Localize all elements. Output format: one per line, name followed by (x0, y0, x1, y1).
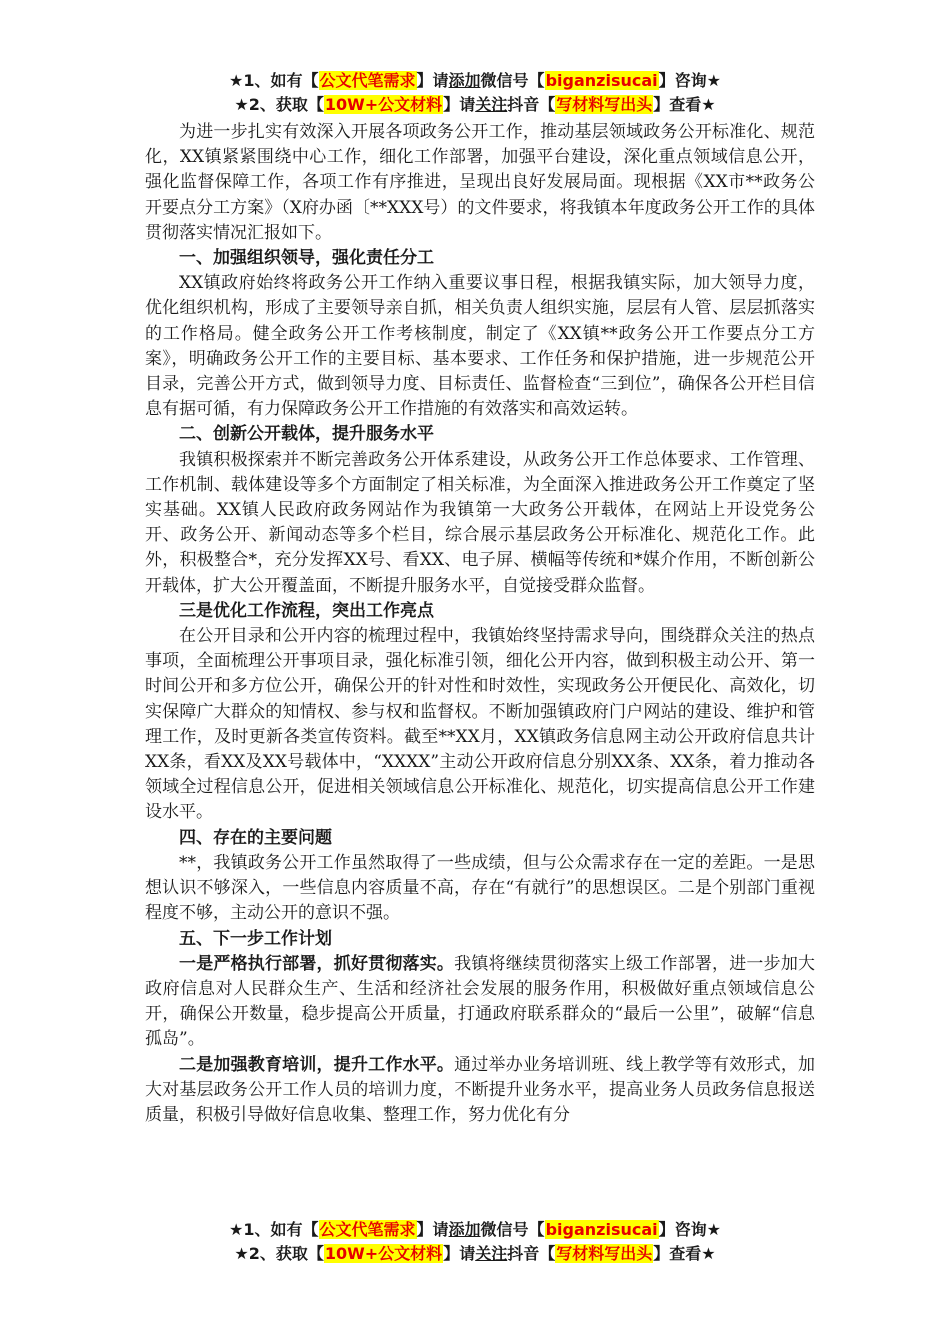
promo-banner-line-2 (0, 94, 950, 116)
plan-text-2: 通过举办业务培训班、线上教学等有效形式，加大对基层政务公开工作人员的培训力度，不断提升业务水平，提高业务人员政务信息报送质量，积极引导做好信息收集、整理工作，努力优化有分 (145, 1054, 816, 1125)
banner-text: 】请 (443, 95, 476, 114)
section-paragraph-4: **，我镇政务公开工作虽然取得了一些成绩，但与公众需求存在一定的差距。一是思想认识不够深入，一些信息内容质量不高，存在“有就行”的思想误区。二是个别部门重视程度不够，主动公开的意识不强。 (145, 852, 815, 924)
banner-text: 】咨询★ (658, 1220, 721, 1239)
banner-highlight-materials: 10W+公文材料 (324, 1244, 443, 1263)
section-heading-1: 一、加强组织领导，强化责任分工 (179, 248, 434, 269)
plan-lead-1: 一是严格执行部署，抓好贯彻落实。 (179, 953, 455, 974)
banner-text: 微信号【 (480, 1220, 545, 1239)
banner-highlight-wechat-id: biganzisucai (545, 1220, 658, 1239)
plan-paragraph-1 (145, 952, 815, 1053)
banner-text: ★1、如有【 (229, 1220, 319, 1239)
banner-text: 】请 (416, 1220, 449, 1239)
banner-highlight-service: 公文代笔需求 (319, 71, 416, 90)
banner-text: 】查看★ (653, 1244, 716, 1263)
section-heading-5: 五、下一步工作计划 (179, 928, 332, 949)
promo-banner-line-2-bottom (0, 1243, 950, 1265)
banner-underlined-text: 添加 (448, 1220, 481, 1239)
banner-underlined-text: 关注 (475, 95, 508, 114)
banner-highlight-wechat-id: biganzisucai (545, 71, 658, 90)
section-paragraph-2: 我镇积极探索并不断完善政务公开体系建设，从政务公开工作总体要求、工作管理、工作机制、载体建设等多个方面制定了相关标准，为全面深入推进政务公开工作奠定了坚实基础。XX镇人民政府政务网站作为我镇第一大政务公开载体，在网站上开设党务公开、政务公开、新闻动态等多个栏目，综合展示基层政务公开标准化、规范化工作。此外，积极整合*，充分发挥XX号、看XX、电子屏、横幅等传统和*媒介作用，不断创新公开载体，扩大公开覆盖面，不断提升服务水平，自觉接受群众监督。 (145, 449, 815, 596)
banner-text: 】请 (443, 1244, 476, 1263)
banner-highlight-service: 公文代笔需求 (319, 1220, 416, 1239)
banner-text: 】查看★ (653, 95, 716, 114)
plan-lead-2: 二是加强教育培训，提升工作水平。 (179, 1054, 455, 1075)
banner-highlight-douyin: 写材料写出头 (556, 95, 653, 114)
banner-text: ★1、如有【 (229, 71, 319, 90)
banner-text: 抖音【 (507, 1244, 556, 1263)
promo-banner-line-1-bottom (0, 1219, 950, 1241)
banner-highlight-douyin: 写材料写出头 (556, 1244, 653, 1263)
banner-text: 】咨询★ (658, 71, 721, 90)
intro-paragraph: 为进一步扎实有效深入开展各项政务公开工作，推动基层领域政务公开标准化、规范化，XX镇紧紧围绕中心工作，细化工作部署，加强平台建设，深化重点领域信息公开，强化监督保障工作，各项工作有序推进，呈现出良好发展局面。现根据《XX市**政务公开要点分工方案》（X府办函〔**XXX号）的文件要求，将我镇本年度政务公开工作的具体贯彻落实情况汇报如下。 (145, 122, 815, 243)
section-heading-4: 四、存在的主要问题 (179, 827, 332, 848)
section-paragraph-3: 在公开目录和公开内容的梳理过程中，我镇始终坚持需求导向，围绕群众关注的热点事项，全面梳理公开事项目录，强化标准引领，细化公开内容，做到积极主动公开、第一时间公开和多方位公开，确保公开的针对性和时效性，实现政务公开便民化、高效化，切实保障广大群众的知情权、参与权和监督权。不断加强镇政府门户网站的建设、维护和管理工作，及时更新各类宣传资料。截至**XX月，XX镇政务信息网主动公开政府信息共计XX条，看XX及XX号载体中，“XXXX”主动公开政府信息分别XX条、XX条，着力推动各领域全过程信息公开，促进相关领域信息公开标准化、规范化，切实提高信息公开工作建设水平。 (145, 626, 815, 823)
banner-underlined-text: 关注 (475, 1244, 508, 1263)
banner-text: 】请 (416, 71, 449, 90)
section-heading-2: 二、创新公开载体，提升服务水平 (179, 424, 434, 445)
plan-paragraph-2 (145, 1053, 815, 1129)
banner-text: ★2、获取【 (234, 95, 324, 114)
promo-banner-line-1 (0, 70, 950, 92)
section-heading-3: 三是优化工作流程，突出工作亮点 (179, 600, 434, 621)
banner-text: 抖音【 (507, 95, 556, 114)
banner-text: ★2、获取【 (234, 1244, 324, 1263)
banner-highlight-materials: 10W+公文材料 (324, 95, 443, 114)
document-body (145, 120, 815, 1128)
section-paragraph-1: XX镇政府始终将政务公开工作纳入重要议事日程，根据我镇实际，加大领导力度，优化组织机构，形成了主要领导亲自抓，相关负责人组织实施，层层有人管、层层抓落实的工作格局。健全政务公开工作考核制度，制定了《XX镇**政务公开工作要点分工方案》，明确政务公开工作的主要目标、基本要求、工作任务和保护措施，进一步规范公开目录，完善公开方式，做到领导力度、目标责任、监督检查“三到位”，确保各公开栏目信息有据可循，有力保障政务公开工作措施的有效落实和高效运转。 (145, 273, 815, 420)
plan-text-1: 我镇将继续贯彻落实上级工作部署，进一步加大政府信息对人民群众生产、生活和经济社会发展的服务作用，积极做好重点领域信息公开，确保公开数量，稳步提高公开质量，打通政府联系群众的“最后一公里”，破解“信息孤岛”。 (145, 953, 816, 1050)
banner-underlined-text: 添加 (448, 71, 481, 90)
banner-text: 微信号【 (480, 71, 545, 90)
